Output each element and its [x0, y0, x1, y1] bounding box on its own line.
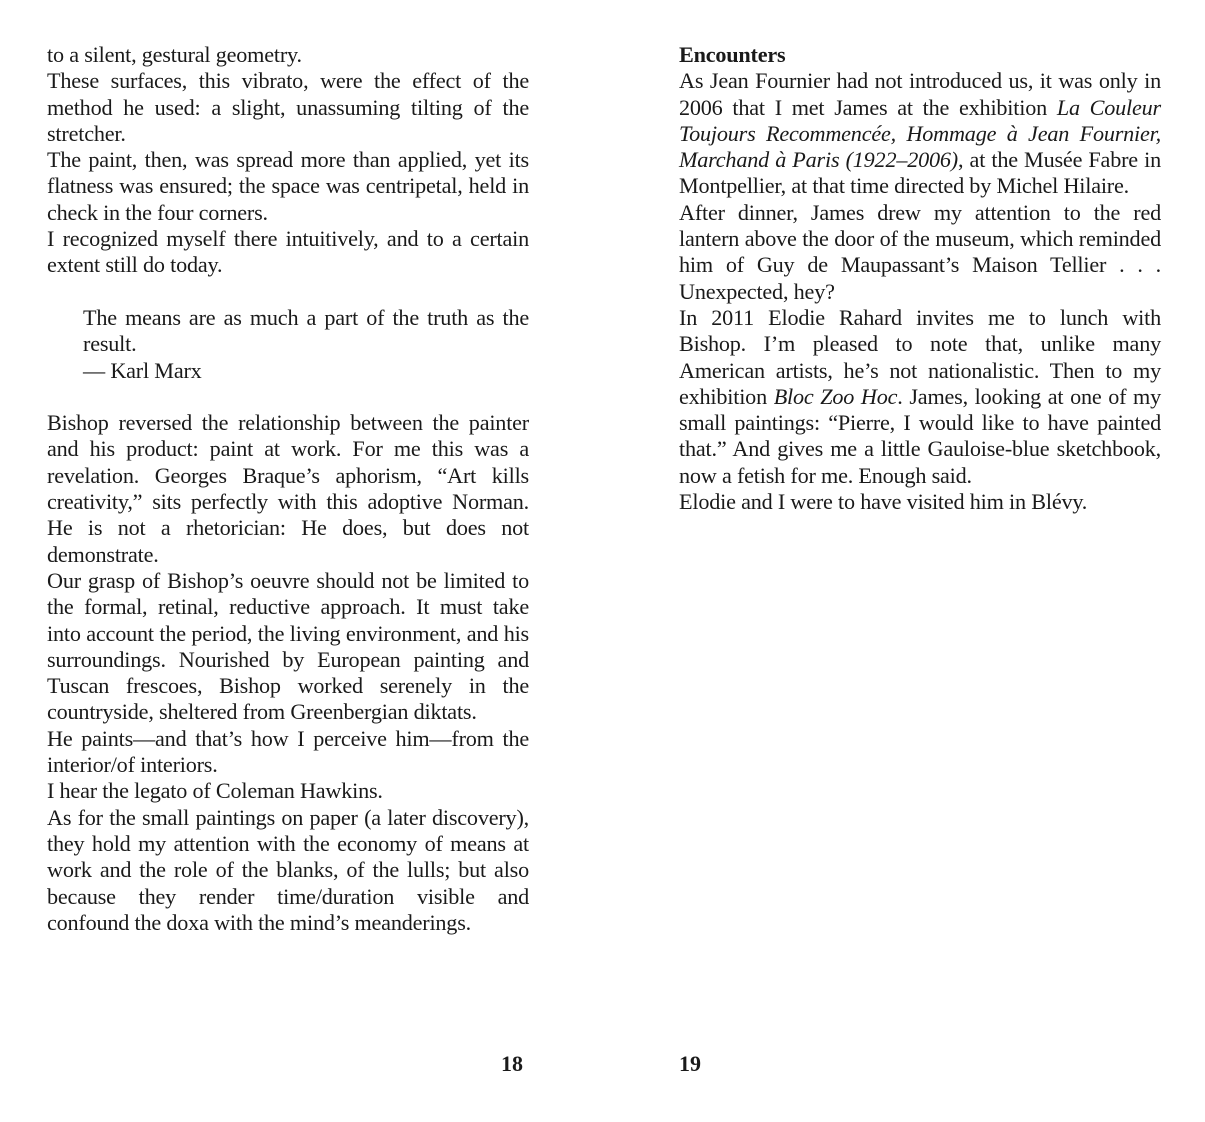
- paragraph: [679, 305, 1161, 489]
- quote-text: The means are as much a part of the truth as the result.: [83, 304, 529, 357]
- right-page: [679, 42, 1161, 515]
- quote-attribution: — Karl Marx: [83, 357, 202, 383]
- paragraph: The paint, then, was spread more than applied, yet its flatness was ensured; the space was centripetal, held in check in the four corners.: [47, 147, 529, 225]
- paragraph: These surfaces, this vibrato, were the effect of the method he used: a slight, unassuming tilting of the stretcher.: [47, 68, 529, 146]
- paragraph: After dinner, James drew my attention to the red lantern above the door of the museum, which reminded him of Guy de Maupassant’s Maison Tellier . . . Unexpected, hey?: [679, 199, 1161, 304]
- paragraph: to a silent, gestural geometry.: [47, 42, 302, 67]
- paragraph-text: . James, looking at one of my small paintings: “Pierre, I would like to have painted that.” And gives me a little Gauloise-blue sketchbook, now a fetish for me. Enough said.: [679, 383, 1161, 488]
- block-quote: [83, 305, 529, 384]
- paragraph-text: , at the Musée Fabre in Montpellier, at that time directed by Michel Hilaire.: [679, 147, 1161, 199]
- paragraph: Bishop reversed the relationship between the painter and his product: paint at work. For me this was a revelation. Georges Braque’s aphorism, “Art kills creativity,” sits perfectly with this adoptive Norman. He is not a rhetorician: He does, but does not demonstrate.: [47, 410, 529, 567]
- paragraph: I hear the legato of Coleman Hawkins.: [47, 778, 383, 804]
- paragraph-text: As Jean Fournier had not introduced us, it was only in 2006 that I met James at the exhibition: [679, 68, 1161, 120]
- paragraph-text: In 2011 Elodie Rahard invites me to lunch with Bishop. I’m pleased to note that, unlike many American artists, he’s not nationalistic. Then to my exhibition: [679, 304, 1161, 409]
- paragraph: He paints—and that’s how I perceive him—from the interior/of interiors.: [47, 725, 529, 778]
- exhibition-title: La Couleur Toujours Recommencée, Hommage à Jean Fournier, Marchand à Paris (1922–2006): [679, 94, 1161, 173]
- paragraph: As for the small paintings on paper (a later discovery), they hold my attention with the economy of means at work and the role of the blanks, of the lulls; but also because they render time/duration visible and confound the doxa with the mind’s meanderings.: [47, 804, 529, 935]
- page-number: 19: [679, 1051, 701, 1076]
- section-heading: Encounters: [679, 42, 786, 67]
- left-page: [47, 42, 529, 936]
- exhibition-title: Bloc Zoo Hoc: [773, 383, 898, 409]
- paragraph: I recognized myself there intuitively, and to a certain extent still do today.: [47, 226, 529, 278]
- page-number: 18: [501, 1051, 523, 1076]
- paragraph: Our grasp of Bishop’s oeuvre should not be limited to the formal, retinal, reductive approach. It must take into account the period, the living environment, and his surroundings. Nourished by European painting and Tuscan frescoes, Bishop worked serenely in the countryside, sheltered from Greenbergian diktats.: [47, 567, 529, 725]
- paragraph: [679, 68, 1161, 199]
- paragraph: Elodie and I were to have visited him in Blévy.: [679, 489, 1088, 515]
